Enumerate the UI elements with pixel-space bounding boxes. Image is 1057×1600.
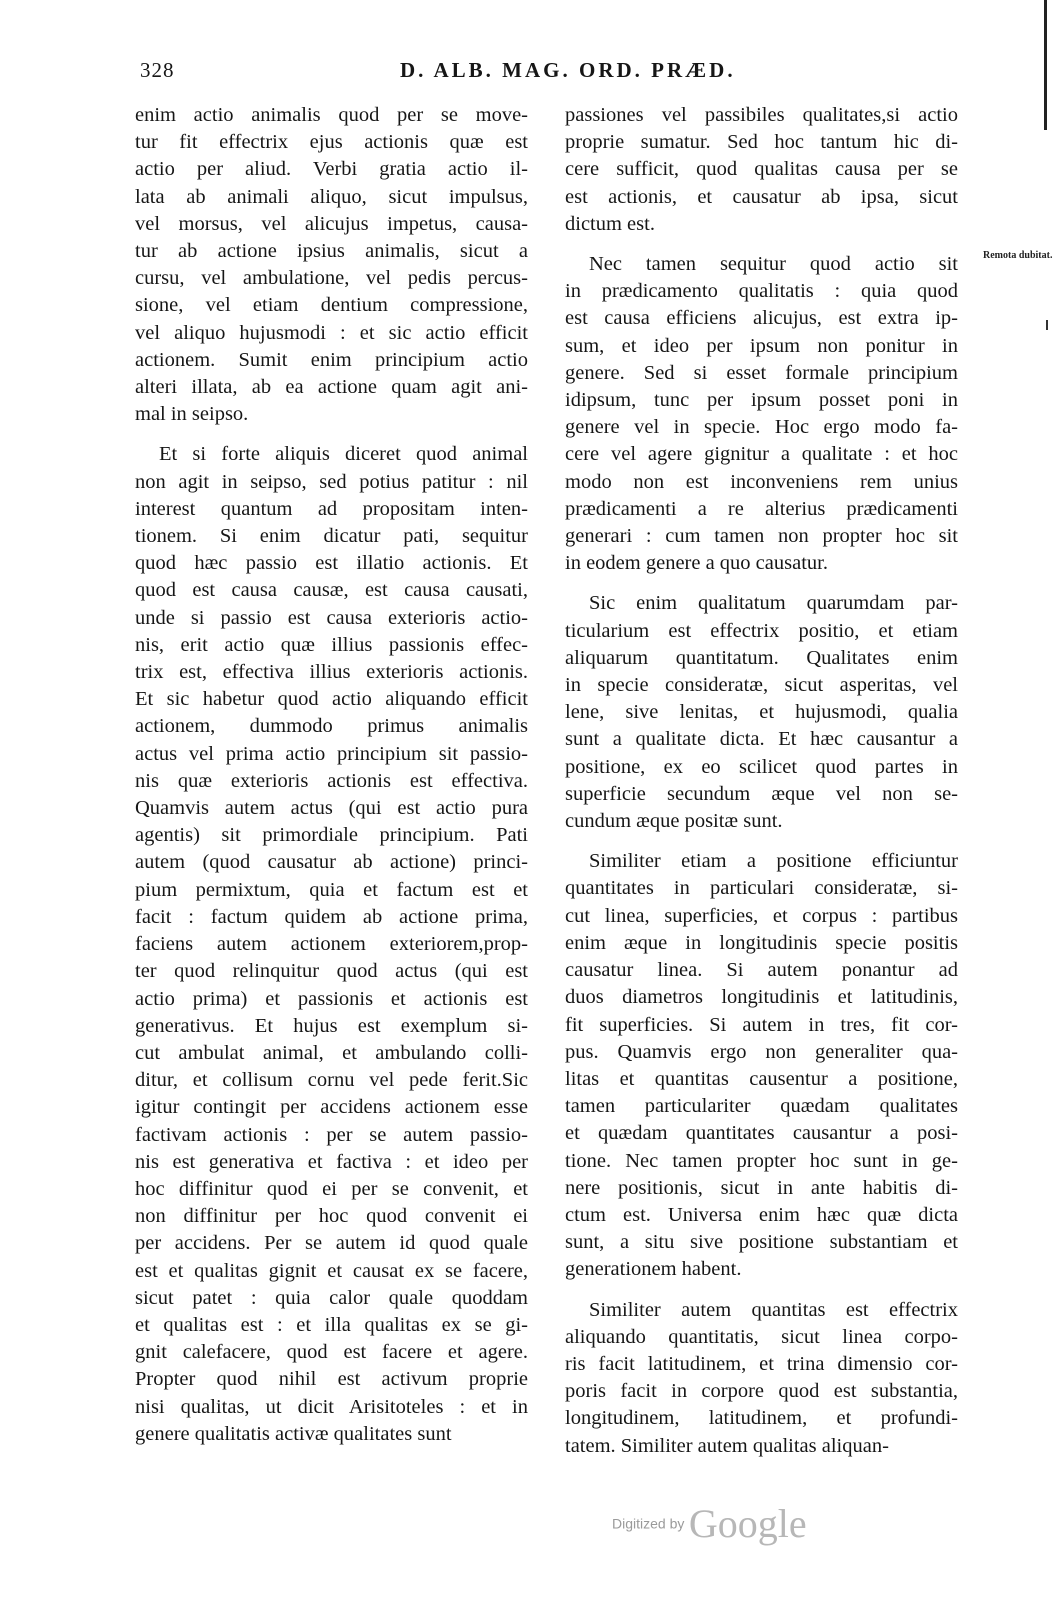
text-line: per accidens. Per se autem id quod quale (135, 1232, 528, 1255)
text-line: vel morsus, vel alicujus impetus, causa- (135, 212, 528, 235)
binding-rule (1044, 0, 1047, 130)
text-line: generari : cum tamen non propter hoc sit (565, 525, 958, 548)
text-line: actionem. Sumit enim principium actio (135, 348, 528, 371)
text-line: tur fit effectrix ejus actionis quæ est (135, 131, 528, 154)
text-line: est causa efficiens alicujus, est extra ip- (565, 307, 958, 330)
text-line: prædicamenti a re alterius prædicamenti (565, 497, 958, 520)
text-line: actus vel prima actio principium sit passio- (135, 742, 528, 765)
text-line: cursu, vel ambulatione, vel pedis percus- (135, 267, 528, 290)
text-line: est actionis, et causatur ab ipsa, sicut (565, 185, 958, 208)
text-line: enim actio animalis quod per se move- (135, 104, 528, 126)
text-line: Et sic habetur quod actio aliquando efficit (135, 688, 528, 711)
paragraph (565, 848, 958, 1283)
text-line: ris facit latitudinem, et trina dimensio cor- (565, 1352, 958, 1375)
text-line: cut linea, superficies, et corpus : partibus (565, 904, 958, 927)
text-line: longitudinem, latitudinem, et profundi- (565, 1407, 958, 1430)
running-head: D. ALB. MAG. ORD. PRÆD. (400, 58, 736, 82)
text-line: ticularium est effectrix positio, et etiam (565, 619, 958, 642)
text-line: generativus. Et hujus est exemplum si- (135, 1014, 528, 1037)
text-line: tatem. Similiter autem qualitas aliquan- (565, 1434, 889, 1457)
text-line: genere vel in specie. Hoc ergo modo fa- (565, 416, 958, 439)
text-line: autem (quod causatur ab actione) princi- (135, 851, 528, 874)
text-line: dictum est. (565, 212, 655, 235)
text-line: generationem habent. (565, 1258, 742, 1281)
paragraph (565, 590, 958, 835)
text-line: Similiter etiam a positione efficiuntur (589, 850, 958, 873)
text-line: quod est causa causæ, est causa causati, (135, 579, 528, 602)
text-line: est et qualitas gignit et causat ex se facere, (135, 1259, 528, 1282)
text-line: facit : factum quidem ab actione prima, (135, 905, 528, 928)
text-line: lata ab animali aliquo, sicut impulsus, (135, 185, 528, 208)
text-line: actio prima) et passionis et actionis est (135, 987, 528, 1010)
text-line: genere qualitatis activæ qualitates sunt (135, 1422, 452, 1445)
text-line: nisi qualitas, ut dicit Arisitoteles : et in (135, 1395, 528, 1418)
text-line: Similiter autem quantitas est effectrix (589, 1298, 958, 1321)
binding-rule-tick (1046, 320, 1048, 330)
text-line: sunt a qualitate dicta. Et hæc causantur a (565, 728, 958, 751)
text-line: positione, ex eo scilicet quod partes in (565, 755, 958, 778)
text-line: cut ambulat animal, et ambulando colli- (135, 1041, 528, 1064)
text-line: sunt, a situ sive positione substantiam et (565, 1231, 958, 1254)
text-line: faciens autem actionem exteriorem,prop- (135, 933, 528, 956)
text-line: actio per aliud. Verbi gratia actio il- (135, 158, 528, 181)
text-line: tione. Nec tamen propter hoc sunt in ge- (565, 1149, 958, 1172)
text-line: nis est generativa et factiva : et ideo per (135, 1150, 528, 1173)
text-line: nis, erit actio quæ illius passionis effec- (135, 633, 528, 656)
text-line: sum, et ideo per ipsum non ponitur in (565, 334, 958, 357)
text-line: ctum est. Universa enim hæc quæ dicta (565, 1203, 958, 1226)
paragraph (565, 102, 958, 238)
text-line: vel aliquo hujusmodi : et sic actio efficit (135, 321, 528, 344)
text-line: pus. Quamvis ergo non generaliter qua- (565, 1040, 958, 1063)
text-line: Quamvis autem actus (qui est actio pura (135, 797, 528, 820)
text-line: quantitates in particulari consideratæ, si- (565, 877, 958, 900)
text-line: trix est, effectiva illius exterioris actionis. (135, 661, 528, 684)
text-line: in specie consideratæ, sicut asperitas, vel (565, 674, 958, 697)
text-line: tionem. Si enim dicatur pati, sequitur (135, 525, 528, 548)
paragraph (565, 1297, 958, 1460)
text-line: et quædam quantitates causantur a posi- (565, 1122, 958, 1145)
text-line: in eodem genere a quo causatur. (565, 552, 828, 575)
text-line: ter quod relinquitur quod actus (qui est (135, 960, 528, 983)
text-line: hoc diffinitur quod ei per se convenit, et (135, 1177, 528, 1200)
text-line: unde si passio est causa exterioris actio- (135, 606, 528, 629)
text-line: enim æque in longitudinis specie positis (565, 931, 958, 954)
text-line: igitur contingit per accidens actionem esse (135, 1096, 528, 1119)
text-line: litas et quantitas causentur a positione, (565, 1067, 958, 1090)
text-line: actionem, dummodo primus animalis (135, 715, 528, 738)
text-line: cere sufficit, quod qualitas causa per se (565, 158, 958, 181)
text-line: agentis) sit primordiale principium. Pati (135, 824, 528, 847)
text-line: Et si forte aliquis diceret quod animal (159, 443, 528, 466)
margin-note: Remota dubitat. (983, 250, 1053, 261)
text-line: passiones vel passibiles qualitates,si actio (565, 104, 958, 126)
google-logo: Google (688, 1501, 807, 1546)
text-line: gnit calefacere, quod est facere et agere. (135, 1341, 528, 1364)
text-line: Sic enim qualitatum quarumdam par- (589, 592, 958, 615)
text-line: Propter quod nihil est activum proprie (135, 1368, 528, 1391)
text-line: poris facit in corpore quod est substantia, (565, 1380, 958, 1403)
text-line: genere. Sed si esset formale principium (565, 361, 958, 384)
text-line: ditur, et collisum cornu vel pede ferit.Sic (135, 1069, 528, 1092)
left-column (135, 102, 528, 1461)
text-line: in prædicamento qualitatis : quia quod (565, 280, 958, 303)
paragraph (135, 102, 528, 428)
text-line: cere vel agere gignitur a qualitate : et hoc (565, 443, 958, 466)
text-line: lene, sive lenitas, et hujusmodi, qualia (565, 701, 958, 724)
text-line: aliquando quantitatis, sicut linea corpo- (565, 1325, 958, 1348)
text-line: nere positionis, sicut in ante habitis di- (565, 1176, 958, 1199)
right-column (565, 102, 958, 1473)
text-line: proprie sumatur. Sed hoc tantum hic di- (565, 131, 958, 154)
text-line: non agit in seipso, sed potius patitur : nil (135, 470, 528, 493)
text-line: sione, vel etiam dentium compressione, (135, 294, 528, 317)
text-line: interest quantum ad propositam inten- (135, 497, 528, 520)
text-line: nis quæ exterioris actionis est effectiva. (135, 769, 528, 792)
text-line: fit superficies. Si autem in tres, fit cor- (565, 1013, 958, 1036)
text-line: sicut patet : quia calor quale quoddam (135, 1286, 528, 1309)
page-number: 328 (140, 58, 175, 82)
text-line: alteri illata, ab ea actione quam agit ani- (135, 376, 528, 399)
text-line: cundum æque positæ sunt. (565, 810, 783, 833)
paragraph (135, 441, 528, 1448)
digitized-label: Digitized by (612, 1515, 685, 1532)
text-line: pium permixtum, quia et factum est et (135, 878, 528, 901)
text-line: aliquarum quantitatum. Qualitates enim (565, 646, 958, 669)
text-line: quod hæc passio est illatio actionis. Et (135, 552, 528, 575)
text-line: factivam actionis : per se autem passio- (135, 1123, 528, 1146)
digitized-watermark (612, 1500, 807, 1547)
text-line: causatur linea. Si autem ponantur ad (565, 959, 958, 982)
text-line: et qualitas est : et illa qualitas ex se gi- (135, 1313, 528, 1336)
text-line: idipsum, tunc per ipsum posset poni in (565, 389, 958, 412)
text-line: modo non est inconveniens rem unius (565, 470, 958, 493)
paragraph (565, 251, 958, 577)
text-line: non diffinitur per hoc quod convenit ei (135, 1205, 528, 1228)
text-line: superficie secundum æque vel non se- (565, 782, 958, 805)
text-line: Nec tamen sequitur quod actio sit (589, 253, 958, 276)
text-line: tur ab actione ipsius animalis, sicut a (135, 240, 528, 263)
text-line: mal in seipso. (135, 403, 249, 426)
text-line: tamen particulariter quædam qualitates (565, 1095, 958, 1118)
text-line: duos diametros longitudinis et latitudinis, (565, 986, 958, 1009)
